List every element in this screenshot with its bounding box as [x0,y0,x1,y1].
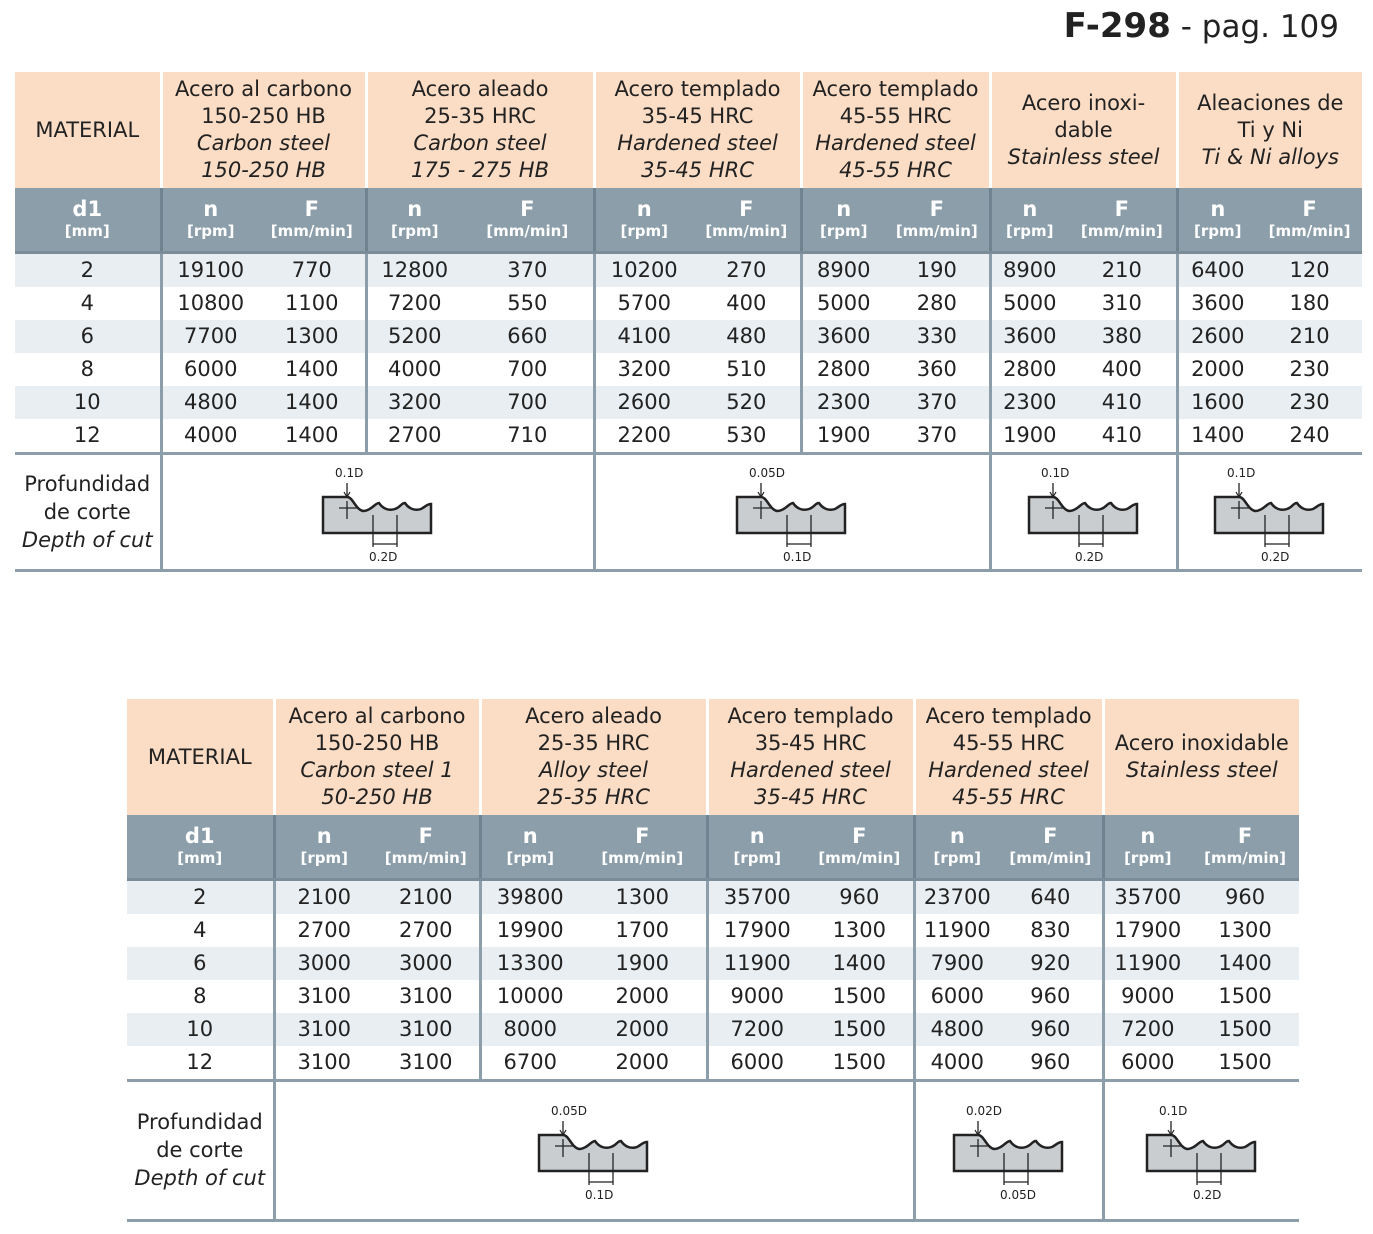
feed-cell: 210 [1068,252,1177,287]
feed-cell: 210 [1257,320,1362,353]
n-header: n [rpm] [161,188,259,252]
feed-cell: 380 [1068,320,1177,353]
feed-cell: 410 [1068,419,1177,454]
table-row [127,914,1299,947]
step-label: 0.2D [368,549,397,564]
depth-of-cut-label: Profundidad de corte Depth of cut [127,1080,274,1220]
table-row [15,353,1362,386]
rpm-cell: 6700 [503,1050,557,1074]
feed-cell: 660 [462,320,594,353]
rpm-cell: 2800 [817,357,871,381]
n-header: n [rpm] [801,188,885,252]
rpm-cell: 2600 [594,386,693,419]
page-number: - pag. 109 [1170,9,1339,45]
depth-label: 0.1D [1040,465,1069,480]
material-group-header: Acero templado 35-45 HRC Hardened steel 35-45 HRC [707,699,914,815]
feed-cell: 510 [693,353,801,386]
table-body [127,879,1299,1080]
rpm-cell: 6000 [930,984,985,1008]
n-header: n [rpm] [480,815,579,879]
depth-of-cut-row [15,453,1362,570]
feed-cell: 1500 [806,1046,914,1081]
product-code: F-298 [1063,6,1171,46]
diameter-cell: 12 [127,1046,274,1081]
table-row [15,419,1362,454]
rpm-cell: 4800 [914,1013,999,1046]
rpm-cell: 4000 [388,357,442,381]
depth-label: 0.1D [334,465,363,480]
depth-label: 0.1D [1158,1104,1188,1118]
rpm-cell: 39800 [480,879,579,914]
feed-cell: 1500 [1218,1050,1272,1074]
depth-of-cut-diagram [1137,1095,1267,1205]
cutting-data-table-2 [127,699,1299,1222]
rpm-cell: 3200 [366,386,462,419]
feed-cell: 2700 [373,914,480,947]
table-row [15,252,1362,287]
rpm-cell: 10000 [496,984,564,1008]
units-header-row [127,815,1299,879]
feed-cell: 230 [1257,386,1362,419]
rpm-cell: 13300 [480,947,579,980]
rpm-cell: 3600 [990,320,1068,353]
rpm-cell: 19100 [161,252,259,287]
feed-cell: 1300 [259,320,366,353]
feed-cell: 1300 [579,879,707,914]
depth-of-cut-diagram-cell [914,1080,1103,1220]
rpm-cell: 1900 [1003,423,1057,447]
diameter-cell: 8 [15,353,161,386]
table-row [127,1013,1299,1046]
depth-of-cut-diagram-cell [1177,453,1362,570]
depth-label: 0.05D [551,1104,587,1118]
rpm-cell: 8900 [990,252,1068,287]
feed-cell: 520 [693,386,801,419]
diameter-cell: 10 [15,386,161,419]
feed-cell: 700 [462,386,594,419]
material-group-header: Acero inoxi- dable Stainless steel [990,72,1177,188]
rpm-cell: 7200 [1103,1013,1191,1046]
rpm-cell: 4000 [184,423,238,447]
rpm-cell: 8900 [801,252,885,287]
diameter-cell: 2 [127,879,274,914]
rpm-cell: 12800 [366,252,462,287]
feed-cell: 960 [999,1013,1103,1046]
page-reference [1064,6,1339,46]
depth-of-cut-diagram-cell [594,453,990,570]
feed-cell: 370 [885,419,990,454]
feed-cell: 700 [462,353,594,386]
feed-cell: 400 [1068,353,1177,386]
rpm-cell: 35700 [707,879,806,914]
feed-cell: 1300 [1218,918,1272,942]
rpm-cell: 1400 [1191,423,1245,447]
cutting-data-table-1 [15,72,1362,572]
rpm-cell: 17900 [723,918,791,942]
depth-of-cut-diagram [529,1095,659,1205]
rpm-cell: 17900 [1114,918,1182,942]
rpm-cell: 7200 [388,291,442,315]
material-group-header: Acero templado 35-45 HRC Hardened steel 35-45 HRC [594,72,801,188]
material-group-header: Acero templado 45-55 HRC Hardened steel 45-55 HRC [801,72,990,188]
feed-cell: 1500 [806,980,914,1013]
rpm-cell: 3200 [617,357,671,381]
feed-cell: 240 [1289,423,1330,447]
rpm-cell: 10800 [177,291,245,315]
feed-cell: 1500 [1218,984,1272,1008]
material-group-header: Acero aleado 25-35 HRC Carbon steel 175 - 275 HB [366,72,594,188]
rpm-cell: 5700 [617,291,671,315]
material-label: MATERIAL [127,699,274,815]
material-header-row [15,72,1362,188]
material-group-header: Acero aleado 25-35 HRC Alloy steel 25-35 HRC [480,699,707,815]
f-header: F [mm/min] [1257,188,1362,252]
rpm-cell: 11900 [923,918,991,942]
n-header: n [rpm] [366,188,462,252]
feed-cell: 3000 [373,947,480,980]
rpm-cell: 19900 [496,918,564,942]
depth-of-cut-diagram [727,457,857,567]
depth-of-cut-diagram-cell [990,453,1177,570]
rpm-cell: 2700 [388,423,442,447]
rpm-cell: 23700 [914,879,999,914]
rpm-cell: 9000 [730,984,784,1008]
n-header: n [rpm] [914,815,999,879]
table-row [15,287,1362,320]
table-row [127,879,1299,914]
feed-cell: 180 [1289,291,1330,315]
rpm-cell: 7700 [161,320,259,353]
rpm-cell: 2200 [617,423,671,447]
rpm-cell: 5200 [366,320,462,353]
feed-cell: 310 [1068,287,1177,320]
feed-cell: 1700 [579,914,707,947]
feed-cell: 230 [1289,357,1330,381]
feed-cell: 3100 [373,1013,480,1046]
feed-cell: 830 [999,914,1103,947]
feed-cell: 330 [885,320,990,353]
f-header: F [mm/min] [462,188,594,252]
depth-of-cut-row [127,1080,1299,1220]
material-group-header: Acero al carbono 150-250 HB Carbon steel 1 50-250 HB [274,699,480,815]
rpm-cell: 5000 [1003,291,1057,315]
f-header: F [mm/min] [1068,188,1177,252]
feed-cell: 1100 [259,287,366,320]
f-header: F [mm/min] [259,188,366,252]
diameter-cell: 6 [127,947,274,980]
feed-cell: 3100 [373,1046,480,1081]
table-row [127,947,1299,980]
rpm-cell: 35700 [1103,879,1191,914]
f-header: F [mm/min] [693,188,801,252]
depth-of-cut-diagram-cell [161,453,594,570]
rpm-cell: 2100 [274,879,373,914]
material-header-row [127,699,1299,815]
step-label: 0.1D [585,1188,614,1202]
rpm-cell: 4800 [161,386,259,419]
depth-of-cut-diagram [1019,457,1149,567]
diameter-cell: 8 [127,980,274,1013]
rpm-cell: 6400 [1177,252,1257,287]
f-header: F [mm/min] [806,815,914,879]
rpm-cell: 2600 [1177,320,1257,353]
feed-cell: 400 [693,287,801,320]
feed-cell: 640 [999,879,1103,914]
rpm-cell: 9000 [1121,984,1175,1008]
n-header: n [rpm] [1103,815,1191,879]
diameter-cell: 6 [15,320,161,353]
feed-cell: 270 [693,252,801,287]
feed-cell: 2000 [579,1013,707,1046]
feed-cell: 2100 [373,879,480,914]
feed-cell: 770 [259,252,366,287]
units-header-row [15,188,1362,252]
feed-cell: 1500 [1191,1013,1299,1046]
step-label: 0.05D [999,1188,1036,1202]
f-header: F [mm/min] [885,188,990,252]
feed-cell: 370 [885,386,990,419]
step-label: 0.2D [1074,549,1103,564]
feed-cell: 1300 [806,914,914,947]
feed-cell: 550 [462,287,594,320]
table-row [127,980,1299,1013]
depth-of-cut-diagram [944,1095,1074,1205]
table-row [127,1046,1299,1081]
feed-cell: 480 [693,320,801,353]
n-header: n [rpm] [1177,188,1257,252]
feed-cell: 920 [999,947,1103,980]
n-header: n [rpm] [274,815,373,879]
material-label: MATERIAL [15,72,161,188]
depth-label: 0.1D [1227,465,1256,480]
feed-cell: 1400 [259,419,366,454]
diameter-cell: 4 [127,914,274,947]
rpm-cell: 6000 [730,1050,784,1074]
rpm-cell: 3600 [1191,291,1245,315]
rpm-cell: 11900 [707,947,806,980]
material-group-header: Aleaciones de Ti y Ni Ti & Ni alloys [1177,72,1362,188]
feed-cell: 960 [999,980,1103,1013]
f-header: F [mm/min] [579,815,707,879]
rpm-cell: 2300 [801,386,885,419]
depth-of-cut-label: Profundidad de corte Depth of cut [15,453,161,570]
table-body [15,252,1362,453]
rpm-cell: 3000 [274,947,373,980]
rpm-cell: 6000 [1121,1050,1175,1074]
depth-of-cut-diagram [1205,457,1335,567]
rpm-cell: 5000 [817,291,871,315]
feed-cell: 530 [693,419,801,454]
rpm-cell: 8000 [480,1013,579,1046]
feed-cell: 1400 [1191,947,1299,980]
step-label: 0.2D [1192,1188,1222,1202]
n-header: n [rpm] [990,188,1068,252]
diameter-cell: 10 [127,1013,274,1046]
n-header: n [rpm] [707,815,806,879]
f-header: F [mm/min] [373,815,480,879]
feed-cell: 2000 [579,1046,707,1081]
rpm-cell: 4000 [930,1050,985,1074]
feed-cell: 1900 [579,947,707,980]
step-label: 0.1D [783,549,812,564]
rpm-cell: 1600 [1177,386,1257,419]
diameter-cell: 4 [15,287,161,320]
d1-header: d1 [mm] [15,188,161,252]
feed-cell: 1400 [259,353,366,386]
rpm-cell: 3100 [297,984,351,1008]
feed-cell: 280 [885,287,990,320]
feed-cell: 1400 [259,386,366,419]
n-header: n [rpm] [594,188,693,252]
material-group-header: Acero al carbono 150-250 HB Carbon steel 150-250 HB [161,72,366,188]
rpm-cell: 2000 [1191,357,1245,381]
feed-cell: 190 [885,252,990,287]
table-row [15,386,1362,419]
diameter-cell: 2 [15,252,161,287]
feed-cell: 410 [1068,386,1177,419]
rpm-cell: 3100 [274,1013,373,1046]
feed-cell: 1400 [806,947,914,980]
rpm-cell: 4100 [594,320,693,353]
depth-of-cut-diagram [313,457,443,567]
rpm-cell: 10200 [594,252,693,287]
rpm-cell: 2700 [297,918,351,942]
f-header: F [mm/min] [999,815,1103,879]
feed-cell: 120 [1257,252,1362,287]
depth-label: 0.02D [965,1104,1002,1118]
feed-cell: 2000 [579,980,707,1013]
f-header: F [mm/min] [1191,815,1299,879]
rpm-cell: 7900 [914,947,999,980]
feed-cell: 1500 [806,1013,914,1046]
feed-cell: 960 [1191,879,1299,914]
rpm-cell: 1900 [817,423,871,447]
step-label: 0.2D [1261,549,1290,564]
material-group-header: Acero templado 45-55 HRC Hardened steel 45-55 HRC [914,699,1103,815]
feed-cell: 370 [462,252,594,287]
feed-cell: 960 [999,1046,1103,1081]
feed-cell: 360 [885,353,990,386]
material-group-header: Acero inoxidable Stainless steel [1103,699,1299,815]
rpm-cell: 2300 [990,386,1068,419]
rpm-cell: 3100 [297,1050,351,1074]
rpm-cell: 7200 [707,1013,806,1046]
table-row [15,320,1362,353]
rpm-cell: 3600 [801,320,885,353]
feed-cell: 960 [806,879,914,914]
rpm-cell: 2800 [1003,357,1057,381]
rpm-cell: 6000 [184,357,238,381]
depth-label: 0.05D [749,465,785,480]
depth-of-cut-diagram-cell [1103,1080,1299,1220]
feed-cell: 3100 [373,980,480,1013]
feed-cell: 710 [462,419,594,454]
rpm-cell: 11900 [1103,947,1191,980]
diameter-cell: 12 [15,419,161,454]
depth-of-cut-diagram-cell [274,1080,914,1220]
d1-header: d1 [mm] [127,815,274,879]
